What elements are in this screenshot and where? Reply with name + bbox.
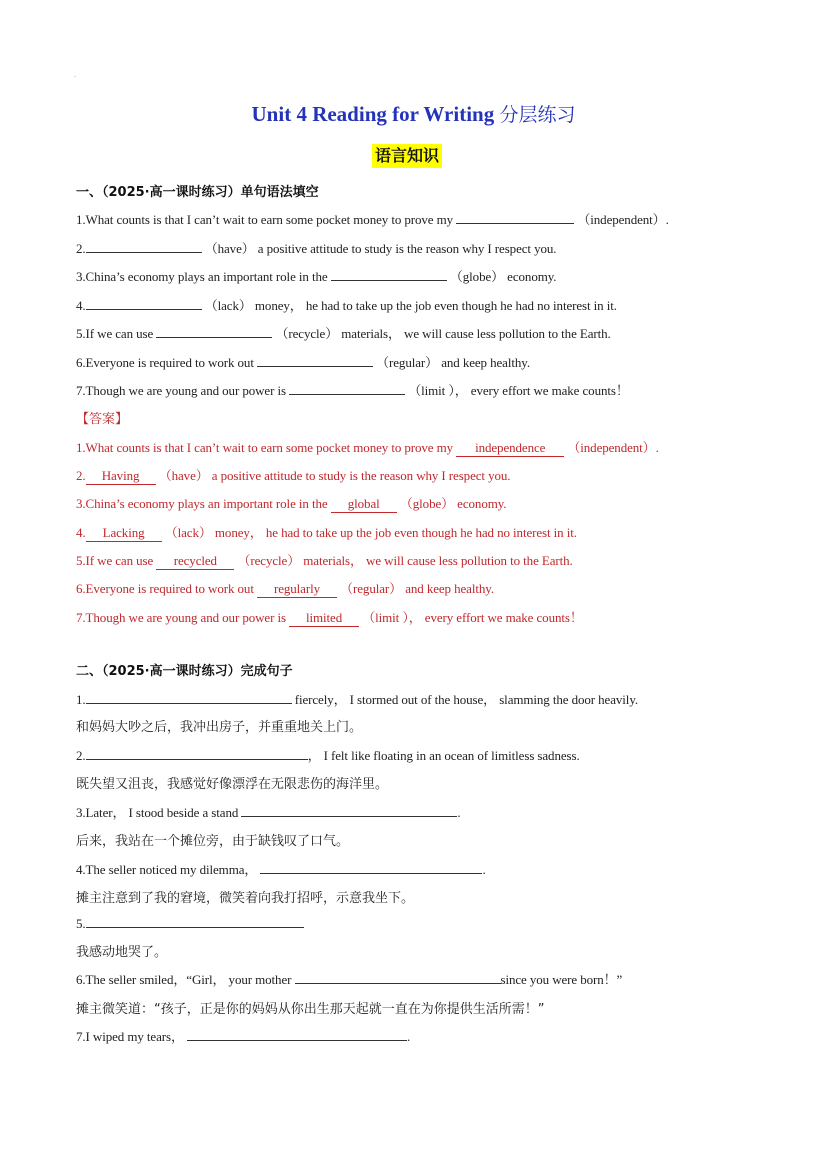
answer-fill: regularly <box>257 581 337 598</box>
exercise-1-item: 1.What counts is that I can’t wait to earn some pocket money to prove my （independent）. <box>76 212 669 227</box>
section-2-heading: 二、（2025·高一课时练习）完成句子 <box>76 664 293 679</box>
answer-fill: Having <box>86 468 156 485</box>
sentence-translation: 既失望又沮丧，我感觉好像漂浮在无限悲伤的海洋里。 <box>76 777 389 792</box>
answer-blank[interactable] <box>241 804 457 817</box>
answer-item: 3.China’s economy plays an important role in the global （globe） economy. <box>76 496 507 511</box>
exercise-1-item: 3.China’s economy plays an important role in the （globe） economy. <box>76 269 557 284</box>
answer-fill: recycled <box>156 553 234 570</box>
answer-blank[interactable] <box>86 691 292 704</box>
title-chinese: 分层练习 <box>499 104 576 126</box>
answer-item: 2. Having （have） a positive attitude to study is the reason why I respect you. <box>76 468 511 483</box>
page-dot: . <box>74 70 76 79</box>
section-1-heading: 一、（2025·高一课时练习）单句语法填空 <box>76 185 319 200</box>
exercise-1-item: 7.Though we are young and our power is （limit ）， every effort we make counts！ <box>76 383 629 398</box>
sentence-translation: 后来，我站在一个摊位旁，由于缺钱叹了口气。 <box>76 834 350 849</box>
exercise-1-item: 6.Everyone is required to work out （regular） and keep healthy. <box>76 355 530 370</box>
sentence-translation: 摊主注意到了我的窘境，微笑着向我打招呼，示意我坐下。 <box>76 891 415 906</box>
sentence-item: 1. fiercely， I stormed out of the house， slamming the door heavily. <box>76 692 639 707</box>
answer-label: 【答案】 <box>76 412 129 427</box>
answer-blank[interactable] <box>86 240 202 253</box>
answer-blank[interactable] <box>295 971 501 984</box>
answer-blank[interactable] <box>86 915 304 928</box>
title-english: Unit 4 Reading for Writing <box>251 102 500 126</box>
answer-item: 7.Though we are young and our power is limited （limit ）， every effort we make counts！ <box>76 610 583 625</box>
section-tag-language-knowledge: 语言知识 <box>372 144 442 168</box>
page-title <box>0 100 827 127</box>
sentence-item: 5. <box>76 915 304 932</box>
answer-blank[interactable] <box>86 297 202 310</box>
exercise-1-item: 5.If we can use （recycle） materials， we will cause less pollution to the Earth. <box>76 326 611 341</box>
sentence-item: 4.The seller noticed my dilemma， . <box>76 862 486 877</box>
sentence-translation: 我感动地哭了。 <box>76 945 168 960</box>
answer-fill: Lacking <box>86 525 162 542</box>
answer-blank[interactable] <box>156 325 272 338</box>
answer-blank[interactable] <box>456 211 574 224</box>
sentence-item: 2. ， I felt like floating in an ocean of limitless sadness. <box>76 748 580 763</box>
answer-fill: global <box>331 496 397 513</box>
answer-fill: independence <box>456 440 564 457</box>
answer-blank[interactable] <box>257 354 373 367</box>
answer-blank[interactable] <box>331 268 447 281</box>
answer-item: 1.What counts is that I can’t wait to earn some pocket money to prove my independence （independent）. <box>76 440 659 455</box>
sentence-item: 7.I wiped my tears， . <box>76 1029 411 1044</box>
answer-item: 5.If we can use recycled （recycle） materials， we will cause less pollution to the Earth. <box>76 553 573 568</box>
answer-blank[interactable] <box>260 861 482 874</box>
exercise-1-item: 4. （lack） money， he had to take up the job even though he had no interest in it. <box>76 298 617 313</box>
answer-fill: limited <box>289 610 359 627</box>
sentence-item: 6.The seller smiled，“Girl， your mother since you were born！” <box>76 972 623 987</box>
answer-blank[interactable] <box>187 1028 407 1041</box>
answer-blank[interactable] <box>289 382 405 395</box>
answer-item: 6.Everyone is required to work out regularly （regular） and keep healthy. <box>76 581 494 596</box>
answer-blank[interactable] <box>86 747 308 760</box>
sentence-translation: 和妈妈大吵之后，我冲出房子，并重重地关上门。 <box>76 720 363 735</box>
exercise-1-item: 2. （have） a positive attitude to study is the reason why I respect you. <box>76 241 557 256</box>
sentence-item: 3.Later， I stood beside a stand . <box>76 805 461 820</box>
answer-item: 4. Lacking （lack） money， he had to take up the job even though he had no interest in it. <box>76 525 577 540</box>
sentence-translation: 摊主微笑道：“孩子，正是你的妈妈从你出生那天起就一直在为你提供生活所需！” <box>76 1002 545 1017</box>
